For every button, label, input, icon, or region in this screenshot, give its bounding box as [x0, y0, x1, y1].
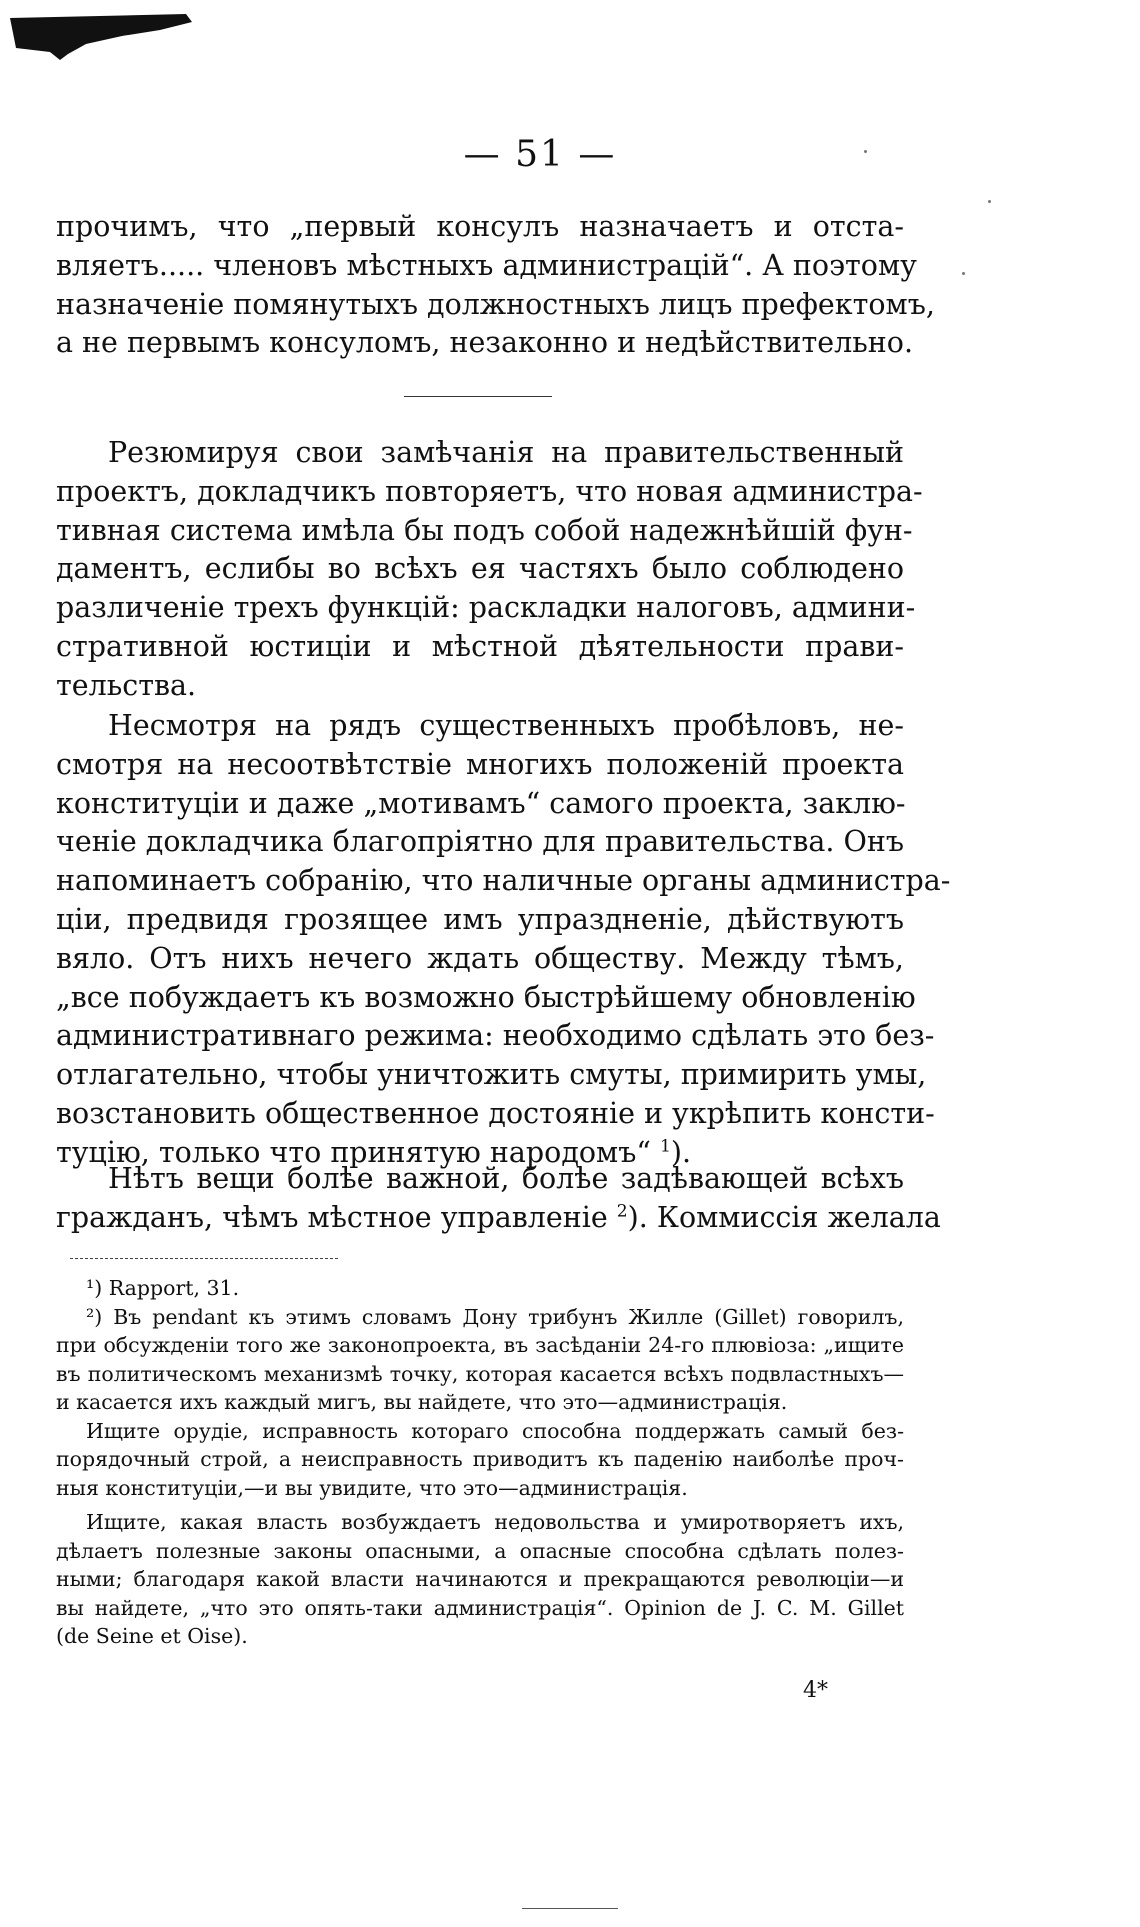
paper-speck: [988, 200, 991, 203]
text-line: тельства.: [56, 668, 197, 702]
text-line: отлагательно, чтобы уничтожить смуты, примирить умы,: [56, 1058, 927, 1092]
text-line: Нѣтъ вещи болѣе важной, болѣе задѣвающей всѣхъ: [108, 1162, 904, 1195]
text-fragment: ). Коммиссія желала: [627, 1200, 941, 1234]
footnote-1: ¹) Rapport, 31.: [86, 1276, 240, 1300]
text-line: а не первымъ консуломъ, незаконно и недѣйствительно.: [56, 326, 914, 360]
bottom-divider: [522, 1908, 618, 1909]
text-line: административнаго режима: необходимо сдѣлать это без-: [56, 1019, 935, 1053]
text-line: смотря на несоотвѣтствіе многихъ положеній проекта: [56, 747, 904, 781]
text-line: возстановить общественное достояніе и укрѣпить консти-: [56, 1096, 935, 1130]
text-fragment: туцію, только что принятую народомъ“: [56, 1135, 651, 1169]
footnotes: [56, 1274, 904, 1651]
text-line: тивная система имѣла бы подъ собой надежнѣйшій фун-: [56, 513, 913, 547]
footnote-line: при обсужденіи того же законопроекта, въ засѣданіи 24-го плювіоза: „ищите: [56, 1333, 904, 1357]
paper-speck: [864, 150, 867, 153]
footnote-line: (de Seine et Oise).: [56, 1624, 248, 1648]
text-line: даментъ, еслибы во всѣхъ ея частяхъ было соблюдено: [56, 552, 904, 586]
text-line: напоминаетъ собранію, что наличные органы администра-: [56, 864, 951, 898]
text-line: [56, 1199, 941, 1238]
footnote-line: ными; благодаря какой власти начинаются и прекращаются революціи—и: [56, 1567, 904, 1591]
page-number: — 51 —: [463, 134, 617, 175]
text-line: назначеніе помянутыхъ должностныхъ лицъ префектомъ,: [56, 287, 935, 321]
text-line: вляетъ..... членовъ мѣстныхъ администрацій“. А поэтому: [56, 248, 917, 282]
text-line: различеніе трехъ функцій: раскладки налоговъ, админи-: [56, 591, 916, 625]
footnote-ref-1: 1: [659, 1136, 671, 1157]
text-line: стративной юстиціи и мѣстной дѣятельности прави-: [56, 629, 904, 663]
text-fragment: гражданъ, чѣмъ мѣстное управленіе: [56, 1200, 608, 1234]
text-line: прочимъ, что „первый консулъ назначаетъ и отста-: [56, 210, 904, 243]
footnote-line: ныя конституціи,—и вы увидите, что это—администрація.: [56, 1475, 688, 1500]
footnote-line: порядочный строй, а неисправность приводитъ къ паденію наиболѣе проч-: [56, 1447, 904, 1471]
footnote-line: и касается ихъ каждый мигъ, вы найдете, что это—администрація.: [56, 1390, 788, 1414]
footnote-line: дѣлаетъ полезные законы опасными, а опасные способна сдѣлать полез-: [56, 1538, 904, 1563]
text-line: „все побуждаетъ къ возможно быстрѣйшему обновленію: [56, 980, 916, 1014]
text-line: Резюмируя свои замѣчанія на правительственный: [108, 436, 904, 469]
corner-ink-blot: [10, 14, 192, 62]
text-line: проектъ, докладчикъ повторяетъ, что новая администра-: [56, 474, 923, 508]
paragraph-conclusion: [56, 707, 951, 1173]
section-divider: [404, 396, 552, 397]
footnote-line: въ политическомъ механизмѣ точку, которая касается всѣхъ подвластныхъ—: [56, 1361, 904, 1386]
footnote-ref-2: 2: [616, 1201, 628, 1222]
text-line: вяло. Отъ нихъ нечего ждать обществу. Между тѣмъ,: [56, 941, 904, 975]
footnote-line: Ищите орудіе, исправность котораго способна поддержать самый без-: [86, 1418, 904, 1443]
text-line: конституціи и даже „мотивамъ“ самого проекта, заклю-: [56, 786, 906, 820]
footnote-line: вы найдете, „что это опять-таки администрація“. Opinion de J. C. M. Gillet: [56, 1595, 904, 1620]
text-fragment: ).: [670, 1135, 692, 1169]
paper-speck: [962, 272, 965, 275]
signature-mark: 4*: [803, 1678, 828, 1703]
paragraph-summary: [56, 434, 923, 706]
text-line: ціи, предвидя грозящее имъ упраздненіе, дѣйствуютъ: [56, 902, 904, 936]
footnote-line: Ищите, какая власть возбуждаетъ недовольства и умиротворяетъ ихъ,: [86, 1510, 904, 1534]
text-line: Несмотря на рядъ существенныхъ пробѣловъ, не-: [108, 709, 904, 742]
paragraph-local-government: [56, 1160, 941, 1238]
footnote-divider: [70, 1258, 338, 1259]
footnote-line: ²) Въ pendant къ этимъ словамъ Дону трибунъ Жилле (Gillet) говорилъ,: [86, 1304, 904, 1329]
paragraph-continuation: [56, 208, 935, 363]
text-line: ченіе докладчика благопріятно для правительства. Онъ: [56, 825, 904, 859]
